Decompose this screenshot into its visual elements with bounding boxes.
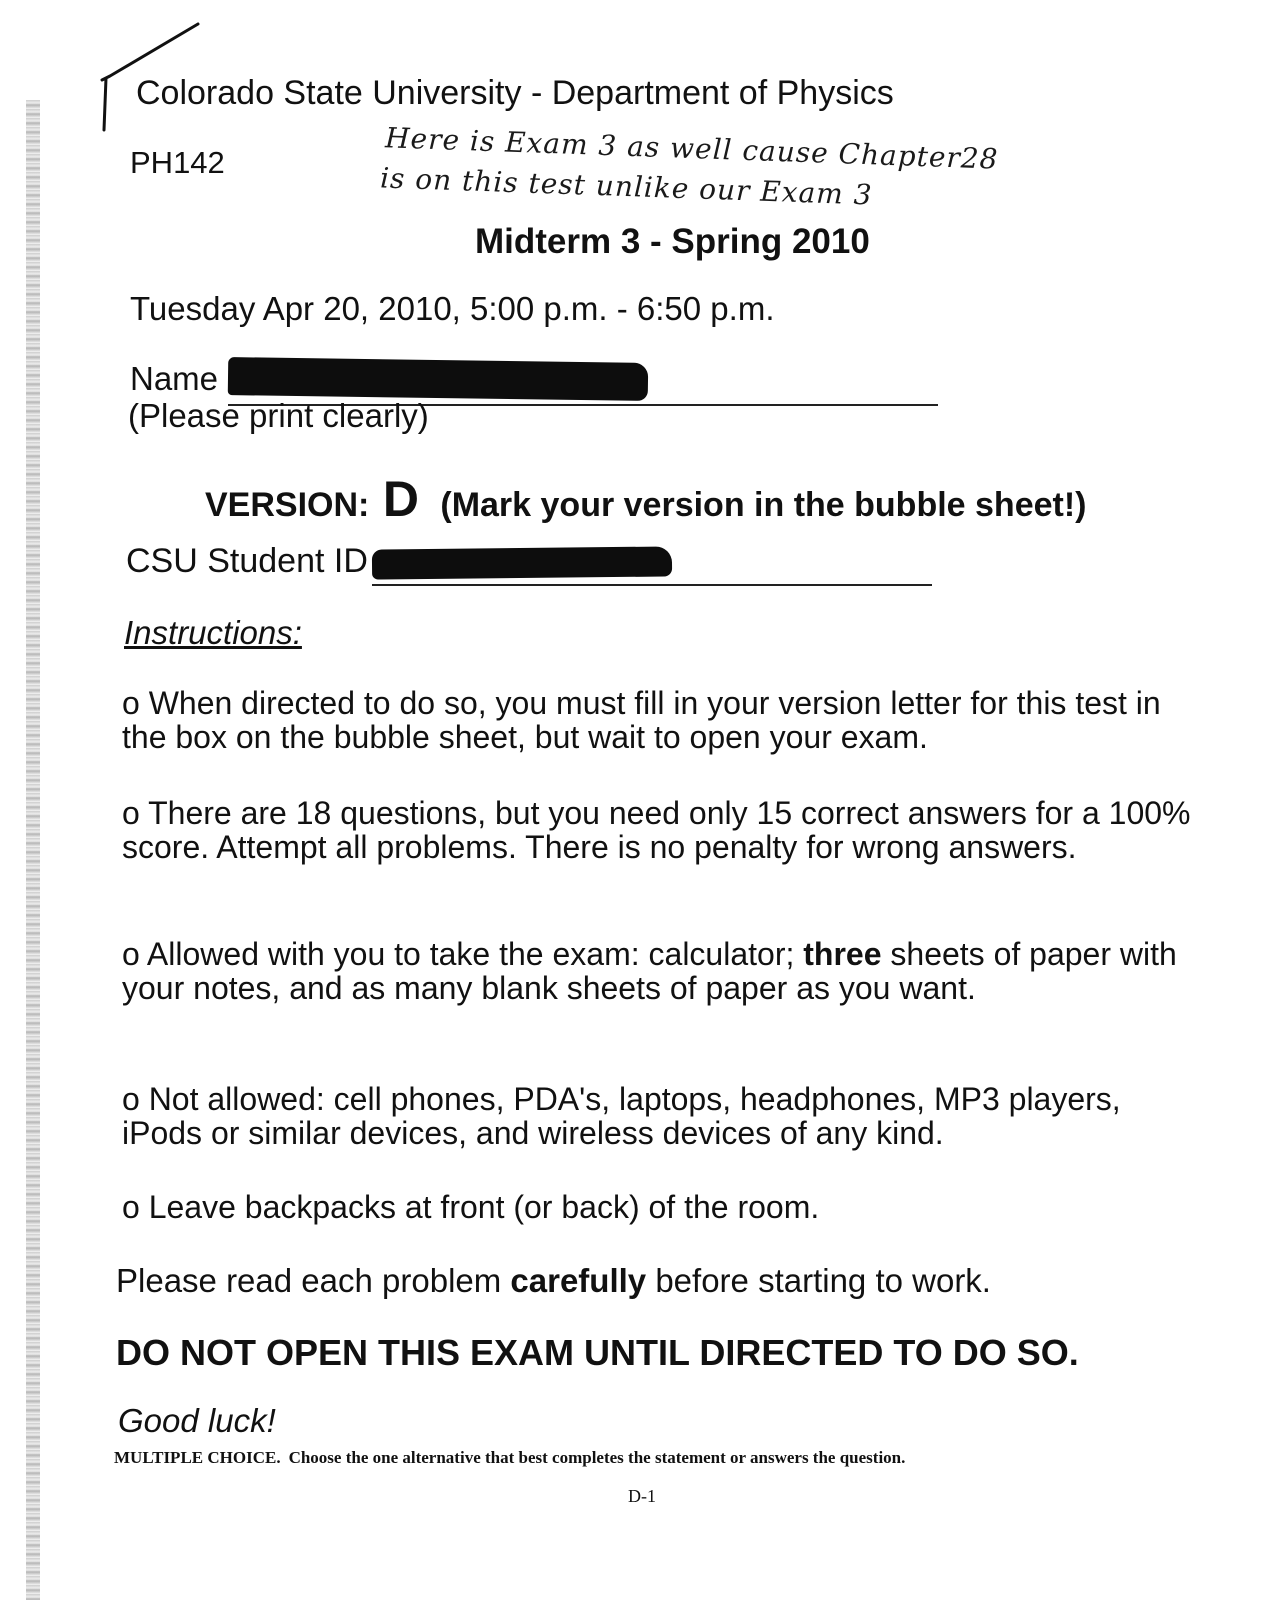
instruction-item: o There are 18 questions, but you need only 15 correct answers for a 100% score. Attempt all problems. There is no penalty for wrong answers. <box>122 795 1191 865</box>
version-row <box>205 470 1086 528</box>
handwritten-note-line-2: is on this test unlike our Exam 3 <box>379 161 874 212</box>
instruction-item <box>122 937 1202 1005</box>
multiple-choice-lead: MULTIPLE CHOICE. <box>114 1448 281 1467</box>
version-letter: D <box>382 471 419 527</box>
instruction-item: o When directed to do so, you must fill in your version letter for this test in the box on the bubble sheet, but wait to open your exam. <box>122 685 1161 755</box>
do-not-open-warning: DO NOT OPEN THIS EXAM UNTIL DIRECTED TO DO SO. <box>116 1332 1079 1373</box>
instruction-emphasis: three <box>803 936 882 972</box>
reminder-emphasis: carefully <box>510 1262 647 1299</box>
reminder-text: before starting to work. <box>646 1262 991 1299</box>
handwritten-note-line-1: Here is Exam 3 as well cause Chapter28 <box>384 121 1000 176</box>
instruction-text: sheets of paper with your notes, and as many blank sheets of paper as you want. <box>122 936 1177 1006</box>
version-note: (Mark your version in the bubble sheet!) <box>440 486 1087 524</box>
page-number: D-1 <box>628 1486 656 1506</box>
version-label: VERSION: <box>205 486 370 524</box>
exam-title: Midterm 3 - Spring 2010 <box>475 222 870 261</box>
student-id-line <box>372 584 932 586</box>
student-id-label: CSU Student ID <box>126 542 368 580</box>
instruction-item: o Not allowed: cell phones, PDA's, laptops, headphones, MP3 players, iPods or similar devices, and wireless devices of any kind. <box>122 1081 1121 1151</box>
multiple-choice-text: Choose the one alternative that best completes the statement or answers the question. <box>288 1448 906 1467</box>
university-title: Colorado State University - Department of Physics <box>136 74 894 112</box>
reminder <box>116 1262 991 1300</box>
course-code: PH142 <box>130 145 225 180</box>
name-redaction <box>228 357 648 401</box>
reminder-text: Please read each problem <box>116 1262 511 1299</box>
instruction-item: o Leave backpacks at front (or back) of the room. <box>122 1189 820 1225</box>
instruction-text: o Allowed with you to take the exam: calculator; <box>122 936 804 972</box>
student-id-redaction <box>372 546 672 579</box>
name-hint: (Please print clearly) <box>128 397 429 434</box>
good-luck: Good luck! <box>118 1402 276 1439</box>
name-label: Name <box>130 360 219 397</box>
exam-datetime: Tuesday Apr 20, 2010, 5:00 p.m. - 6:50 p.m. <box>130 290 775 327</box>
instructions-heading: Instructions: <box>124 614 302 651</box>
multiple-choice-instruction <box>114 1448 905 1468</box>
scan-binding-edge <box>26 100 40 1600</box>
